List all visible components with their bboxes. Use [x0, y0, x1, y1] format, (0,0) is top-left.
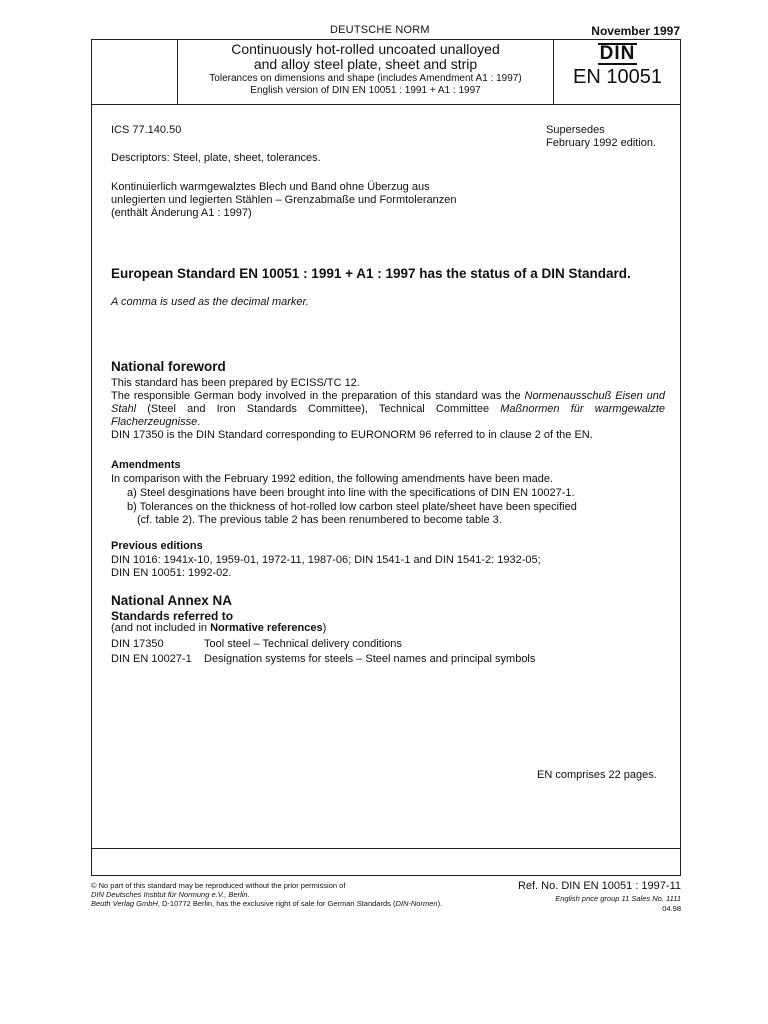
title-line-1: Continuously hot-rolled uncoated unalloyed: [231, 41, 500, 57]
title-line-2: and alloy steel plate, sheet and strip: [253, 56, 478, 72]
foreword-p2: The responsible German body involved in the preparation of this standard was the Normenausschuß Eisen und Stahl (Steel and Iron Standards Committee), Technical Committee Maßnormen für warmgewalzte Flacherzeugnisse.: [111, 390, 666, 428]
annex-subheading: Standards referred to: [111, 609, 234, 623]
subtitle-line-1: Tolerances on dimensions and shape (includes Amendment A1 : 1997): [209, 73, 522, 84]
status-statement: European Standard EN 10051 : 1991 + A1 : 1997 has the status of a DIN Standard.: [111, 266, 631, 281]
foreword-p1: This standard has been prepared by ECISS/TC 12.: [111, 377, 360, 389]
previous-editions-body: DIN 1016: 1941x-10, 1959-01, 1972-11, 1987-06; DIN 1541-1 and DIN 1541-2: 1932-05; DIN EN 10051: 1992-02.: [111, 554, 541, 579]
amendment-item-a: a) Steel desginations have been brought into line with the specifications of DIN EN 10027-1.: [127, 487, 575, 499]
decimal-note: A comma is used as the decimal marker.: [111, 296, 309, 308]
foreword-heading: National foreword: [111, 359, 226, 374]
previous-editions-heading: Previous editions: [111, 540, 203, 552]
amendments-body: [111, 473, 665, 527]
norm-label: DEUTSCHE NORM: [330, 24, 430, 36]
header-left-box: [91, 39, 178, 105]
price-group: English price group 11 Sales No. 1111: [555, 894, 681, 903]
reference-title: Designation systems for steels – Steel names and principal symbols: [204, 653, 536, 665]
german-title-line-1: Kontinuierlich warmgewalztes Blech und Band ohne Überzug aus: [111, 181, 430, 193]
reference-title: Tool steel – Technical delivery conditions: [204, 638, 402, 650]
edition-code: 04.98: [662, 904, 681, 913]
annex-note: (and not included in Normative references): [111, 622, 327, 634]
copyright-notice: © No part of this standard may be reproduced without the prior permission of DIN Deutsches Institut für Normung e.V., Berlin. Beuth Verlag GmbH, D-10772 Berlin, has the exclusive right of sale for German Standards (DIN-Normen).: [91, 881, 443, 908]
committee-name: Normenausschuß Eisen und Stahl: [111, 390, 666, 415]
reference-row: [111, 638, 535, 651]
reference-number: Ref. No. DIN EN 10051 : 1997-11: [517, 880, 681, 892]
technical-committee-name: Maßnormen für warmgewalzte Flacherzeugnisse: [111, 403, 665, 428]
amendments-heading: Amendments: [111, 459, 181, 471]
german-title-line-2: unlegierten und legierten Stählen – Grenzabmaße und Formtoleranzen: [111, 194, 457, 206]
bottom-divider: [91, 848, 681, 849]
reference-code: DIN 17350: [111, 638, 164, 650]
reference-code: DIN EN 10027-1: [111, 653, 192, 665]
din-logo: DIN: [599, 43, 636, 64]
supersedes-line-2: February 1992 edition.: [546, 137, 657, 149]
publication-date: November 1997: [591, 24, 680, 38]
foreword-body: [111, 377, 665, 442]
foreword-p3: DIN 17350 is the DIN Standard corresponding to EURONORM 96 referred to in clause 2 of the EN.: [111, 429, 593, 441]
annex-heading: National Annex NA: [111, 593, 233, 608]
header-number-box: [553, 39, 681, 105]
supersedes-line-1: Supersedes: [546, 124, 605, 136]
ics-code: ICS 77.140.50: [111, 124, 182, 136]
amendment-item-b: b) Tolerances on the thickness of hot-rolled low carbon steel plate/sheet have been specified (cf. table 2). The previous table 2 has been renumbered to become table 3.: [127, 501, 577, 526]
reference-row: [111, 653, 535, 666]
amendments-intro: In comparison with the February 1992 edition, the following amendments have been made.: [111, 473, 554, 485]
standard-number: EN 10051: [573, 66, 662, 88]
annex-reference-list: [111, 638, 535, 666]
subtitle-line-2: English version of DIN EN 10051 : 1991 + A1 : 1997: [250, 85, 481, 96]
header-title-box: [177, 39, 554, 105]
german-title: [111, 181, 457, 220]
supersedes: [546, 124, 656, 150]
german-title-line-3: (enthält Änderung A1 : 1997): [111, 207, 252, 219]
pages-note: EN comprises 22 pages.: [537, 769, 657, 781]
descriptors: Descriptors: Steel, plate, sheet, tolerances.: [111, 152, 321, 164]
